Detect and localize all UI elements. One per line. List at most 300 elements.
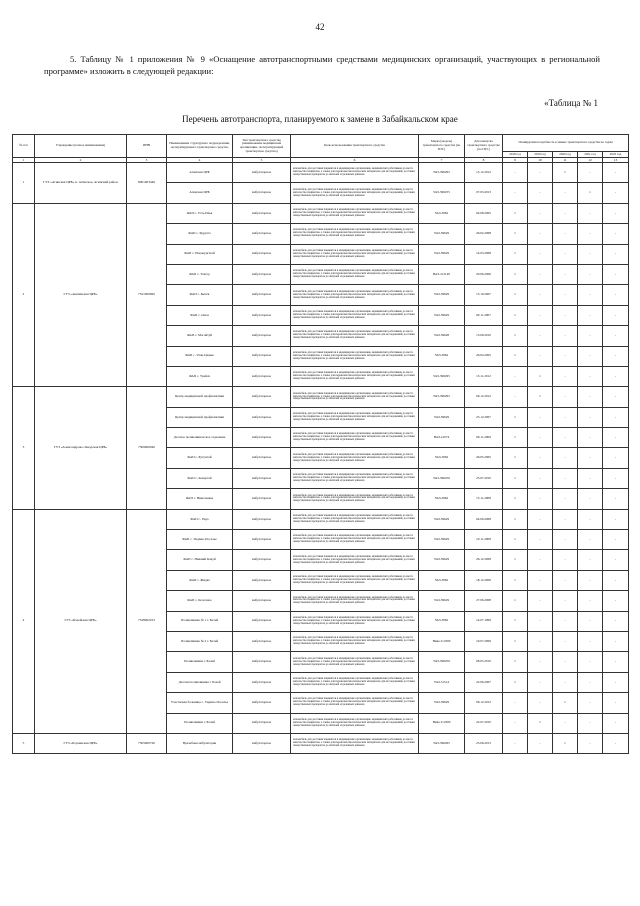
organization-cell: ГУЗ «Балейская ЦРБ» bbox=[35, 509, 127, 733]
year-need-cell: - bbox=[603, 530, 629, 550]
purpose-cell: автомобиль для доставки пациентов в медицинские организации, медицинских работников до места жительства пациентов, а также для перевозки биологических материалов для исследований, доставки лекарственных препаратов до жителей отдаленных районов bbox=[291, 591, 419, 611]
model-cell: УАЗ-39629 bbox=[419, 550, 465, 570]
table-row bbox=[13, 733, 629, 753]
unit-cell: Поликлиника № 1 г. Балей bbox=[167, 611, 233, 631]
header-purpose: Цель использования транспортного средства bbox=[291, 135, 419, 158]
year-need-cell: - bbox=[578, 550, 603, 570]
year-need-cell: - bbox=[603, 264, 629, 284]
year-need-cell: 1 bbox=[503, 244, 528, 264]
year-need-cell: 1 bbox=[503, 672, 528, 692]
year-need-cell: - bbox=[528, 305, 553, 325]
year-need-cell: - bbox=[553, 183, 578, 203]
purpose-cell: автомобиль для доставки пациентов в медицинские организации, медицинских работников до места жительства пациентов, а также для перевозки биологических материалов для исследований, доставки лекарственных препаратов до жителей отдаленных районов bbox=[291, 713, 419, 733]
year-need-cell: - bbox=[528, 530, 553, 550]
year-need-cell: - bbox=[528, 163, 553, 183]
year-need-cell: 1 bbox=[578, 183, 603, 203]
model-cell: УАЗ-39629 bbox=[419, 693, 465, 713]
year-need-cell: - bbox=[578, 468, 603, 488]
unit-cell: ФАП с. Новокургатай bbox=[167, 244, 233, 264]
organization-cell: ГУЗ «Александрово-Заводская ЦРБ» bbox=[35, 387, 127, 509]
vehicle-type-cell: амбулаторное bbox=[233, 591, 291, 611]
unit-cell: ФАП с. Николаевка bbox=[167, 489, 233, 509]
model-cell: УАЗ-3962 bbox=[419, 611, 465, 631]
year-need-cell: - bbox=[603, 428, 629, 448]
vehicle-type-cell: амбулаторное bbox=[233, 407, 291, 427]
year-need-cell: 1 bbox=[503, 631, 528, 651]
year-need-cell: 1 bbox=[503, 509, 528, 529]
year-need-cell: - bbox=[603, 693, 629, 713]
year-need-cell: 1 bbox=[503, 591, 528, 611]
unit-cell: ФАП с. Урейск bbox=[167, 366, 233, 386]
year-need-cell: - bbox=[528, 448, 553, 468]
year-need-cell: - bbox=[553, 468, 578, 488]
vehicle-type-cell: амбулаторное bbox=[233, 183, 291, 203]
year-need-cell: - bbox=[528, 570, 553, 590]
year-need-cell: - bbox=[553, 550, 578, 570]
year-need-cell: 1 bbox=[503, 224, 528, 244]
year-need-cell: - bbox=[528, 244, 553, 264]
model-cell: УАЗ-39629 bbox=[419, 224, 465, 244]
release-date-cell: 15.10.2007 bbox=[465, 285, 503, 305]
model-cell: УАЗ-396295 bbox=[419, 733, 465, 753]
purpose-cell: автомобиль для доставки пациентов в медицинские организации, медицинских работников до места жительства пациентов, а также для перевозки биологических материалов для исследований, доставки лекарственных препаратов до жителей отдаленных районов bbox=[291, 509, 419, 529]
year-need-cell: - bbox=[578, 346, 603, 366]
column-number: 11 bbox=[553, 158, 578, 163]
purpose-cell: автомобиль для доставки пациентов в медицинские организации, медицинских работников до места жительства пациентов, а также для перевозки биологических материалов для исследований, доставки лекарственных препаратов до жителей отдаленных районов bbox=[291, 346, 419, 366]
vehicle-type-cell: амбулаторное bbox=[233, 244, 291, 264]
year-need-cell: - bbox=[578, 530, 603, 550]
inn-cell: 7505000720 bbox=[127, 733, 167, 753]
year-need-cell: 1 bbox=[503, 550, 528, 570]
vehicle-type-cell: амбулаторное bbox=[233, 652, 291, 672]
vehicle-type-cell: амбулаторное bbox=[233, 224, 291, 244]
model-cell: УАЗ-39629 bbox=[419, 591, 465, 611]
year-need-cell: - bbox=[528, 407, 553, 427]
release-date-cell: 10.11.2008 bbox=[465, 530, 503, 550]
unit-cell: Агинская ЦРБ bbox=[167, 163, 233, 183]
purpose-cell: автомобиль для доставки пациентов в медицинские организации, медицинских работников до места жительства пациентов, а также для перевозки биологических материалов для исследований, доставки лекарственных препаратов до жителей отдаленных районов bbox=[291, 530, 419, 550]
year-need-cell: - bbox=[528, 550, 553, 570]
unit-cell: ФАП с. Нижний Кокуй bbox=[167, 550, 233, 570]
year-need-cell: - bbox=[603, 326, 629, 346]
header-num: № п/п bbox=[13, 135, 35, 158]
year-need-cell: - bbox=[603, 631, 629, 651]
year-need-cell: - bbox=[553, 203, 578, 223]
row-number-cell: 1 bbox=[13, 163, 35, 204]
year-need-cell: - bbox=[578, 672, 603, 692]
purpose-cell: автомобиль для доставки пациентов в медицинские организации, медицинских работников до места жительства пациентов, а также для перевозки биологических материалов для исследований, доставки лекарственных препаратов до жителей отдаленных районов bbox=[291, 468, 419, 488]
year-need-cell: - bbox=[528, 733, 553, 753]
year-need-cell: - bbox=[578, 366, 603, 386]
unit-cell: Участковая больница с. Ундино-Поселье bbox=[167, 693, 233, 713]
year-need-cell: - bbox=[603, 570, 629, 590]
release-date-cell: 26.02.2008 bbox=[465, 224, 503, 244]
release-date-cell: 14.03.2008 bbox=[465, 244, 503, 264]
table-title: Перечень автотранспорта, планируемого к замене в Забайкальском крае bbox=[182, 114, 458, 124]
model-cell: ВАЗ-21074 bbox=[419, 428, 465, 448]
header-need: Планируемая потребность в замене транспортного средства по годам bbox=[503, 135, 629, 152]
vehicle-type-cell: амбулаторное bbox=[233, 509, 291, 529]
year-need-cell: - bbox=[503, 366, 528, 386]
release-date-cell: 04.09.2008 bbox=[465, 509, 503, 529]
model-cell: УАЗ-39629 bbox=[419, 285, 465, 305]
year-need-cell: 1 bbox=[528, 713, 553, 733]
purpose-cell: автомобиль для доставки пациентов в медицинские организации, медицинских работников до места жительства пациентов, а также для перевозки биологических материалов для исследований, доставки лекарственных препаратов до жителей отдаленных районов bbox=[291, 305, 419, 325]
unit-cell: ФАП с. Тохтор bbox=[167, 264, 233, 284]
vehicle-type-cell: амбулаторное bbox=[233, 468, 291, 488]
header-org: Учреждение (полное наименование) bbox=[35, 135, 127, 158]
year-need-cell: - bbox=[528, 203, 553, 223]
year-need-cell: - bbox=[578, 224, 603, 244]
vehicle-type-cell: амбулаторное bbox=[233, 264, 291, 284]
unit-cell: ФАП с. Колочное bbox=[167, 591, 233, 611]
year-need-cell: - bbox=[578, 713, 603, 733]
release-date-cell: 15.11.2008 bbox=[465, 489, 503, 509]
year-need-cell: - bbox=[553, 387, 578, 407]
year-need-cell: - bbox=[578, 264, 603, 284]
year-need-cell: - bbox=[528, 285, 553, 305]
year-need-cell: - bbox=[603, 448, 629, 468]
year-need-cell: - bbox=[603, 509, 629, 529]
vehicle-replacement-table bbox=[12, 134, 629, 754]
year-need-cell: - bbox=[553, 530, 578, 550]
vehicle-type-cell: амбулаторное bbox=[233, 570, 291, 590]
header-year: 2019 год bbox=[528, 152, 553, 158]
vehicle-type-cell: амбулаторное bbox=[233, 305, 291, 325]
purpose-cell: автомобиль для доставки пациентов в медицинские организации, медицинских работников до места жительства пациентов, а также для перевозки биологических материалов для исследований, доставки лекарственных препаратов до жителей отдаленных районов bbox=[291, 387, 419, 407]
purpose-cell: автомобиль для доставки пациентов в медицинские организации, медицинских работников до места жительства пациентов, а также для перевозки биологических материалов для исследований, доставки лекарственных препаратов до жителей отдаленных районов bbox=[291, 366, 419, 386]
year-need-cell: - bbox=[528, 468, 553, 488]
unit-cell: ФАП с. Унда bbox=[167, 509, 233, 529]
unit-cell: ФАП с. Бытев bbox=[167, 285, 233, 305]
year-need-cell: - bbox=[553, 570, 578, 590]
column-number: 4 bbox=[167, 158, 233, 163]
purpose-cell: автомобиль для доставки пациентов в медицинские организации, медицинских работников до места жительства пациентов, а также для перевозки биологических материалов для исследований, доставки лекарственных препаратов до жителей отдаленных районов bbox=[291, 550, 419, 570]
year-need-cell: - bbox=[503, 733, 528, 753]
year-need-cell: - bbox=[553, 428, 578, 448]
model-cell: УАЗ-396295 bbox=[419, 366, 465, 386]
purpose-cell: автомобиль для доставки пациентов в медицинские организации, медицинских работников до места жительства пациентов, а также для перевозки биологических материалов для исследований, доставки лекарственных препаратов до жителей отдаленных районов bbox=[291, 163, 419, 183]
year-need-cell: - bbox=[578, 387, 603, 407]
year-need-cell: - bbox=[528, 631, 553, 651]
year-need-cell: - bbox=[603, 672, 629, 692]
purpose-cell: автомобиль для доставки пациентов в медицинские организации, медицинских работников до места жительства пациентов, а также для перевозки биологических материалов для исследований, доставки лекарственных препаратов до жителей отдаленных районов bbox=[291, 285, 419, 305]
vehicle-type-cell: амбулаторное bbox=[233, 672, 291, 692]
header-model: Марка (модель) транспортного средства (по ПТС) bbox=[419, 135, 465, 158]
year-need-cell: - bbox=[528, 611, 553, 631]
model-cell: УАЗ-3962 bbox=[419, 448, 465, 468]
year-need-cell: 1 bbox=[503, 448, 528, 468]
release-date-cell: 14.07.1999 bbox=[465, 611, 503, 631]
year-need-cell: 1 bbox=[553, 163, 578, 183]
purpose-cell: автомобиль для доставки пациентов в медицинские организации, медицинских работников до места жительства пациентов, а также для перевозки биологических материалов для исследований, доставки лекарственных препаратов до жителей отдаленных районов bbox=[291, 264, 419, 284]
year-need-cell: - bbox=[553, 591, 578, 611]
year-need-cell: - bbox=[553, 326, 578, 346]
year-need-cell: - bbox=[553, 346, 578, 366]
row-number-cell: 2 bbox=[13, 203, 35, 387]
year-need-cell: - bbox=[553, 407, 578, 427]
year-need-cell: - bbox=[578, 693, 603, 713]
year-need-cell: 1 bbox=[503, 652, 528, 672]
purpose-cell: автомобиль для доставки пациентов в медицинские организации, медицинских работников до места жительства пациентов, а также для перевозки биологических материалов для исследований, доставки лекарственных препаратов до жителей отдаленных районов bbox=[291, 652, 419, 672]
purpose-cell: автомобиль для доставки пациентов в медицинские организации, медицинских работников до места жительства пациентов, а также для перевозки биологических материалов для исследований, доставки лекарственных препаратов до жителей отдаленных районов bbox=[291, 428, 419, 448]
intro-paragraph: 5. Таблицу № 1 приложения № 9 «Оснащение автотранспортными средствами медицинских организаций, участвующих в региональной программе» изложить в следующей редакции: bbox=[44, 54, 600, 76]
unit-cell: ФАП с. Бутунтай bbox=[167, 448, 233, 468]
column-number: 5 bbox=[233, 158, 291, 163]
column-number: 2 bbox=[35, 158, 127, 163]
year-need-cell: - bbox=[578, 428, 603, 448]
vehicle-type-cell: амбулаторное bbox=[233, 733, 291, 753]
vehicle-type-cell: амбулаторное bbox=[233, 387, 291, 407]
year-need-cell: - bbox=[553, 652, 578, 672]
unit-cell: Агинская ЦРБ bbox=[167, 183, 233, 203]
year-need-cell: - bbox=[553, 672, 578, 692]
column-number: 12 bbox=[578, 158, 603, 163]
column-number: 8 bbox=[465, 158, 503, 163]
purpose-cell: автомобиль для доставки пациентов в медицинские организации, медицинских работников до места жительства пациентов, а также для перевозки биологических материалов для исследований, доставки лекарственных препаратов до жителей отдаленных районов bbox=[291, 733, 419, 753]
unit-cell: ФАП с. Онон bbox=[167, 305, 233, 325]
year-need-cell: - bbox=[553, 631, 578, 651]
release-date-cell: 26.12.2008 bbox=[465, 550, 503, 570]
release-date-cell: 06.12.2012 bbox=[465, 387, 503, 407]
table-row bbox=[13, 509, 629, 529]
vehicle-type-cell: амбулаторное bbox=[233, 448, 291, 468]
year-need-cell: 1 bbox=[503, 611, 528, 631]
model-cell: УАЗ-396255 bbox=[419, 183, 465, 203]
model-cell: УАЗ-396259 bbox=[419, 652, 465, 672]
table-row bbox=[13, 203, 629, 223]
purpose-cell: автомобиль для доставки пациентов в медицинские организации, медицинских работников до места жительства пациентов, а также для перевозки биологических материалов для исследований, доставки лекарственных препаратов до жителей отдаленных районов bbox=[291, 183, 419, 203]
year-need-cell: - bbox=[528, 693, 553, 713]
year-need-cell: - bbox=[553, 448, 578, 468]
unit-cell: Детское поликлиническое отделение bbox=[167, 428, 233, 448]
model-cell: УАЗ-396295 bbox=[419, 387, 465, 407]
year-need-cell: - bbox=[578, 591, 603, 611]
vehicle-type-cell: амбулаторное bbox=[233, 713, 291, 733]
vehicle-type-cell: амбулаторное bbox=[233, 530, 291, 550]
year-need-cell: - bbox=[553, 305, 578, 325]
purpose-cell: автомобиль для доставки пациентов в медицинские организации, медицинских работников до места жительства пациентов, а также для перевозки биологических материалов для исследований, доставки лекарственных препаратов до жителей отдаленных районов bbox=[291, 672, 419, 692]
model-cell: УАЗ-396259 bbox=[419, 468, 465, 488]
column-number: 10 bbox=[528, 158, 553, 163]
release-date-cell: 26.05.2005 bbox=[465, 448, 503, 468]
year-need-cell: - bbox=[603, 713, 629, 733]
model-cell: УАЗ-3962 bbox=[419, 346, 465, 366]
year-need-cell: - bbox=[553, 509, 578, 529]
release-date-cell: 22.06.2007 bbox=[465, 672, 503, 692]
year-need-cell: - bbox=[603, 163, 629, 183]
purpose-cell: автомобиль для доставки пациентов в медицинские организации, медицинских работников до места жительства пациентов, а также для перевозки биологических материалов для исследований, доставки лекарственных препаратов до жителей отдаленных районов bbox=[291, 693, 419, 713]
unit-cell: ФАП с. Ундино-Поселье bbox=[167, 530, 233, 550]
vehicle-type-cell: амбулаторное bbox=[233, 326, 291, 346]
year-need-cell: - bbox=[603, 550, 629, 570]
unit-cell: Поликлиника № 2 г. Балей bbox=[167, 631, 233, 651]
model-cell: УАЗ-39629 bbox=[419, 244, 465, 264]
year-need-cell: - bbox=[603, 203, 629, 223]
model-cell: УАЗ-39629 bbox=[419, 407, 465, 427]
year-need-cell: - bbox=[603, 244, 629, 264]
organization-cell: ГУЗ «Акшинская ЦРБ» bbox=[35, 203, 127, 387]
vehicle-type-cell: амбулаторное bbox=[233, 346, 291, 366]
model-cell: УАЗ-3962 bbox=[419, 570, 465, 590]
year-need-cell: - bbox=[603, 285, 629, 305]
model-cell: ВАЗ-212140 bbox=[419, 264, 465, 284]
vehicle-type-cell: амбулаторное bbox=[233, 693, 291, 713]
year-need-cell: - bbox=[503, 387, 528, 407]
purpose-cell: автомобиль для доставки пациентов в медицинские организации, медицинских работников до места жительства пациентов, а также для перевозки биологических материалов для исследований, доставки лекарственных препаратов до жителей отдаленных районов bbox=[291, 244, 419, 264]
year-need-cell: - bbox=[578, 509, 603, 529]
model-cell: УАЗ-396295 bbox=[419, 163, 465, 183]
column-number: 1 bbox=[13, 158, 35, 163]
year-need-cell: - bbox=[503, 163, 528, 183]
inn-cell: 7509000940 bbox=[127, 387, 167, 509]
vehicle-type-cell: амбулаторное bbox=[233, 489, 291, 509]
year-need-cell: - bbox=[578, 203, 603, 223]
release-date-cell: 25.07.2010 bbox=[465, 468, 503, 488]
release-date-cell: 15.09.2010 bbox=[465, 326, 503, 346]
year-need-cell: - bbox=[578, 448, 603, 468]
column-number: 3 bbox=[127, 158, 167, 163]
year-need-cell: - bbox=[578, 631, 603, 651]
year-need-cell: - bbox=[578, 570, 603, 590]
year-need-cell: - bbox=[603, 224, 629, 244]
unit-cell: Поликлиника г. Балей bbox=[167, 713, 233, 733]
unit-cell: ФАП с. Могойтуй bbox=[167, 326, 233, 346]
page-number: 42 bbox=[315, 22, 325, 32]
vehicle-type-cell: амбулаторное bbox=[233, 285, 291, 305]
purpose-cell: автомобиль для доставки пациентов в медицинские организации, медицинских работников до места жительства пациентов, а также для перевозки биологических материалов для исследований, доставки лекарственных препаратов до жителей отдаленных районов bbox=[291, 448, 419, 468]
vehicle-type-cell: амбулаторное bbox=[233, 631, 291, 651]
year-need-cell: - bbox=[578, 733, 603, 753]
release-date-cell: 20.06.2006 bbox=[465, 264, 503, 284]
column-number: 7 bbox=[419, 158, 465, 163]
model-cell: УАЗ-3962 bbox=[419, 203, 465, 223]
year-need-cell: 1 bbox=[503, 428, 528, 448]
table-row bbox=[13, 387, 629, 407]
model-cell: Нива 212300 bbox=[419, 713, 465, 733]
year-need-cell: - bbox=[603, 489, 629, 509]
purpose-cell: автомобиль для доставки пациентов в медицинские организации, медицинских работников до места жительства пациентов, а также для перевозки биологических материалов для исследований, доставки лекарственных препаратов до жителей отдаленных районов bbox=[291, 611, 419, 631]
release-date-cell: 26.04.2005 bbox=[465, 346, 503, 366]
inn-cell: 7521000695 bbox=[127, 203, 167, 387]
column-number: 9 bbox=[503, 158, 528, 163]
header-year: 2021 год bbox=[578, 152, 603, 158]
organization-cell: ГУЗ «Агинская ЦРБ» п. Агинское, Агинский район bbox=[35, 163, 127, 204]
release-date-cell: 15.12.2012 bbox=[465, 163, 503, 183]
header-year: 2022 год bbox=[603, 152, 629, 158]
vehicle-type-cell: амбулаторное bbox=[233, 203, 291, 223]
model-cell: УАЗ-31514 bbox=[419, 672, 465, 692]
unit-cell: Врачебная амбулатория bbox=[167, 733, 233, 753]
year-need-cell: - bbox=[503, 183, 528, 203]
year-need-cell: 1 bbox=[553, 693, 578, 713]
year-need-cell: - bbox=[553, 611, 578, 631]
year-need-cell: - bbox=[528, 591, 553, 611]
header-inn: ИНН bbox=[127, 135, 167, 158]
release-date-cell: 06.11.2009 bbox=[465, 428, 503, 448]
year-need-cell: 1 bbox=[503, 305, 528, 325]
release-date-cell: 19.07.2009 bbox=[465, 631, 503, 651]
year-need-cell: 1 bbox=[503, 530, 528, 550]
row-number-cell: 5 bbox=[13, 733, 35, 753]
header-year: 2020 год bbox=[553, 152, 578, 158]
release-date-cell: 25.12.2007 bbox=[465, 407, 503, 427]
year-need-cell: - bbox=[603, 652, 629, 672]
year-need-cell: - bbox=[578, 611, 603, 631]
purpose-cell: автомобиль для доставки пациентов в медицинские организации, медицинских работников до места жительства пациентов, а также для перевозки биологических материалов для исследований, доставки лекарственных препаратов до жителей отдаленных районов bbox=[291, 224, 419, 244]
purpose-cell: автомобиль для доставки пациентов в медицинские организации, медицинских работников до места жительства пациентов, а также для перевозки биологических материалов для исследований, доставки лекарственных препаратов до жителей отдаленных районов bbox=[291, 489, 419, 509]
organization-cell: ГУЗ «Борзинская ЦРБ» bbox=[35, 733, 127, 753]
year-need-cell: - bbox=[528, 652, 553, 672]
year-need-cell: - bbox=[553, 489, 578, 509]
unit-cell: ФАП с. Улан-Цацык bbox=[167, 346, 233, 366]
year-need-cell: - bbox=[528, 224, 553, 244]
release-date-cell: 18.12.2006 bbox=[465, 570, 503, 590]
year-need-cell: - bbox=[603, 346, 629, 366]
year-need-cell: - bbox=[553, 713, 578, 733]
model-cell: УАЗ-39629 bbox=[419, 509, 465, 529]
year-need-cell: - bbox=[553, 244, 578, 264]
year-need-cell: - bbox=[603, 366, 629, 386]
year-need-cell: - bbox=[553, 224, 578, 244]
row-number-cell: 3 bbox=[13, 387, 35, 509]
unit-cell: ФАП с. Жидка bbox=[167, 570, 233, 590]
year-need-cell: - bbox=[578, 652, 603, 672]
inn-cell: 8001003446 bbox=[127, 163, 167, 204]
release-date-cell: 25.06.2013 bbox=[465, 733, 503, 753]
year-need-cell: - bbox=[578, 326, 603, 346]
year-need-cell: 1 bbox=[503, 489, 528, 509]
year-need-cell: - bbox=[578, 489, 603, 509]
release-date-cell: 13.11.2012 bbox=[465, 366, 503, 386]
year-need-cell: - bbox=[503, 713, 528, 733]
purpose-cell: автомобиль для доставки пациентов в медицинские организации, медицинских работников до места жительства пациентов, а также для перевозки биологических материалов для исследований, доставки лекарственных препаратов до жителей отдаленных районов bbox=[291, 326, 419, 346]
year-need-cell: - bbox=[528, 346, 553, 366]
release-date-cell: 04.08.2005 bbox=[465, 203, 503, 223]
year-need-cell: - bbox=[553, 285, 578, 305]
vehicle-type-cell: амбулаторное bbox=[233, 366, 291, 386]
purpose-cell: автомобиль для доставки пациентов в медицинские организации, медицинских работников до места жительства пациентов, а также для перевозки биологических материалов для исследований, доставки лекарственных препаратов до жителей отдаленных районов bbox=[291, 570, 419, 590]
unit-cell: ФАП с. Кокертай bbox=[167, 468, 233, 488]
year-need-cell: 1 bbox=[503, 407, 528, 427]
year-need-cell: - bbox=[528, 326, 553, 346]
year-need-cell: - bbox=[603, 387, 629, 407]
year-need-cell: 1 bbox=[503, 203, 528, 223]
header-type: Тип транспортного средства (наименование медицинской организации, эксплуатирующей транспортное средство) bbox=[233, 135, 291, 158]
model-cell: УАЗ-39629 bbox=[419, 530, 465, 550]
release-date-cell: 08.05.2010 bbox=[465, 652, 503, 672]
unit-cell: ФАП с. Курулга bbox=[167, 224, 233, 244]
unit-cell: Поликлиника г. Балей bbox=[167, 652, 233, 672]
year-need-cell: 1 bbox=[503, 285, 528, 305]
year-need-cell: 1 bbox=[503, 346, 528, 366]
year-need-cell: - bbox=[603, 733, 629, 753]
release-date-cell: 22.07.2010 bbox=[465, 713, 503, 733]
year-need-cell: - bbox=[503, 693, 528, 713]
year-need-cell: - bbox=[578, 407, 603, 427]
model-cell: УАЗ-39629 bbox=[419, 305, 465, 325]
vehicle-type-cell: амбулаторное bbox=[233, 550, 291, 570]
year-need-cell: 1 bbox=[528, 387, 553, 407]
vehicle-type-cell: амбулаторное bbox=[233, 163, 291, 183]
purpose-cell: автомобиль для доставки пациентов в медицинские организации, медицинских работников до места жительства пациентов, а также для перевозки биологических материалов для исследований, доставки лекарственных препаратов до жителей отдаленных районов bbox=[291, 203, 419, 223]
unit-cell: Центр медицинской профилактики bbox=[167, 387, 233, 407]
header-year: 2018 год bbox=[503, 152, 528, 158]
release-date-cell: 06.12.2012 bbox=[465, 693, 503, 713]
model-cell: УАЗ-3962 bbox=[419, 489, 465, 509]
model-cell: УАЗ-39628 bbox=[419, 326, 465, 346]
release-date-cell: 27.06.2008 bbox=[465, 591, 503, 611]
